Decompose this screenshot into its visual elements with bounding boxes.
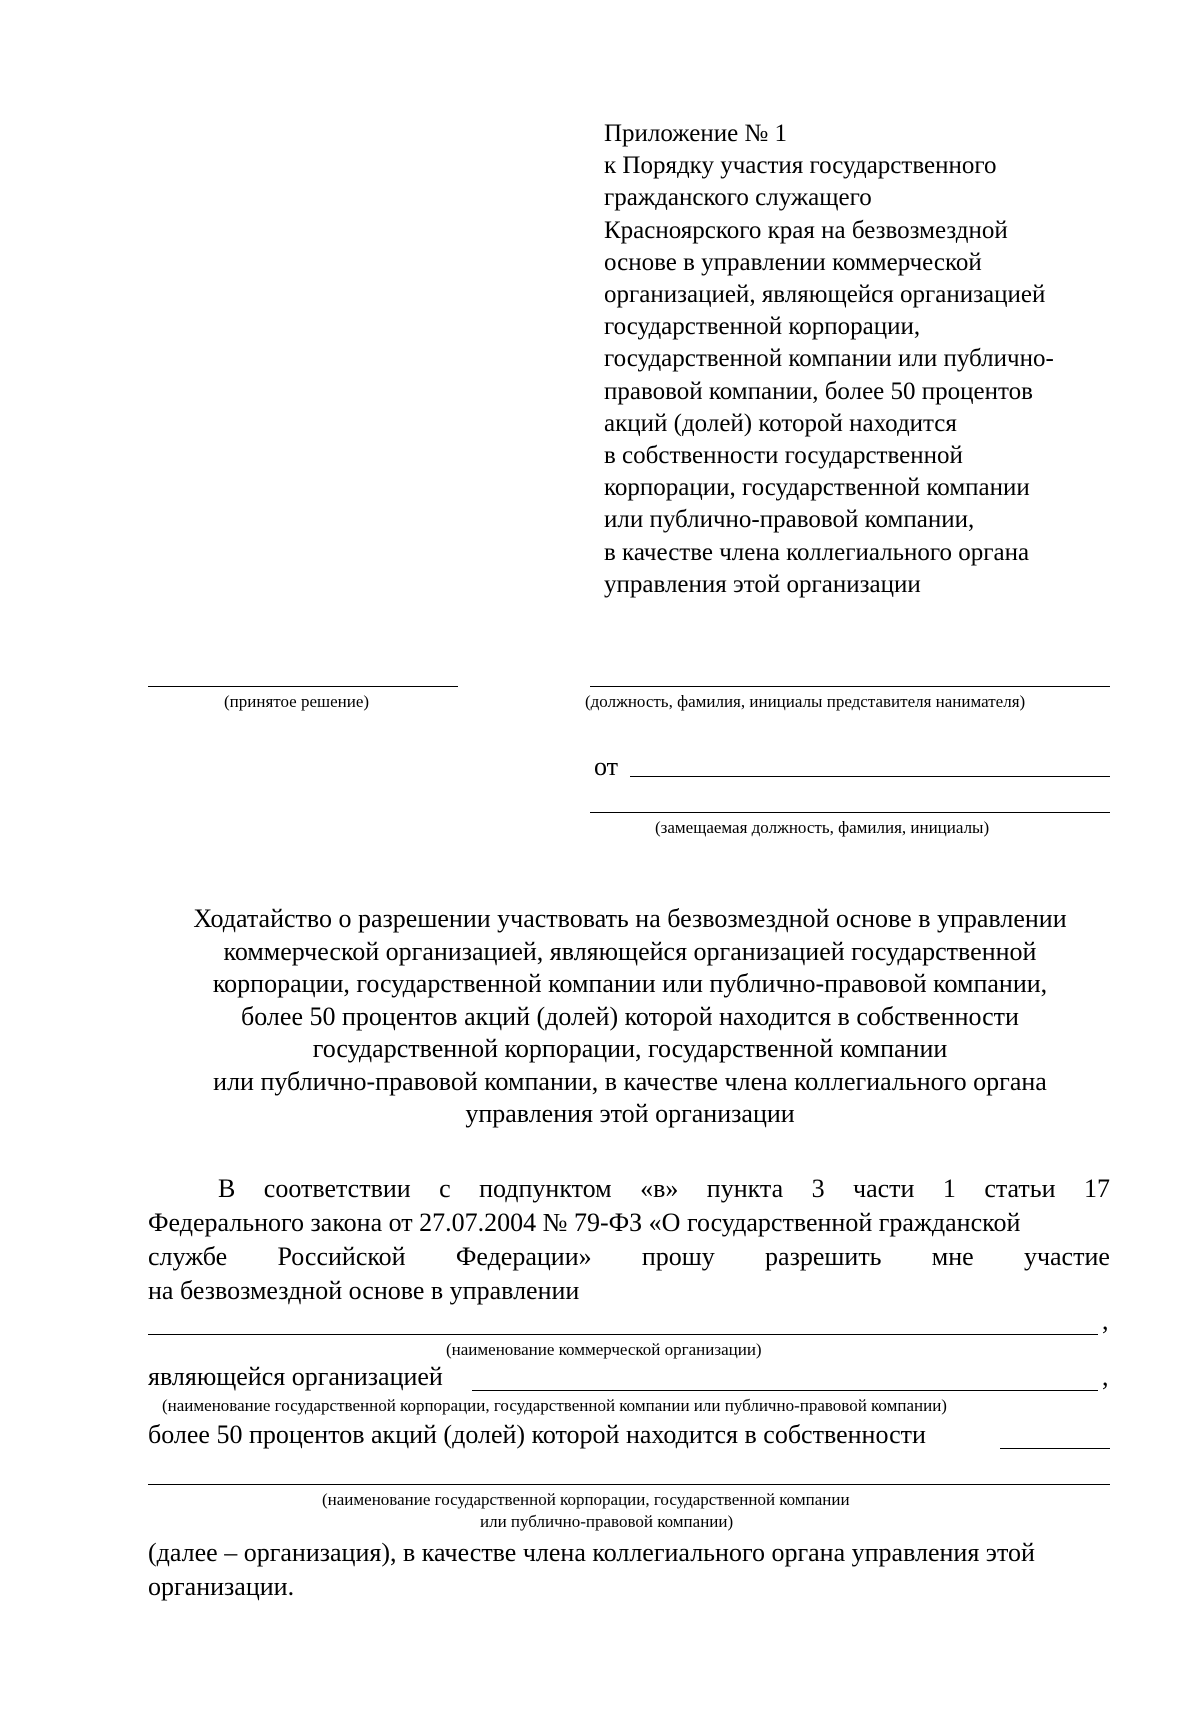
word: «в»: [640, 1174, 679, 1203]
decision-field-line[interactable]: [148, 686, 458, 687]
word: Российской: [277, 1242, 406, 1271]
appendix-line: Красноярского края на безвозмездной: [604, 216, 1008, 244]
from-field-line[interactable]: [630, 776, 1110, 777]
title-line: государственной корпорации, государственной компании: [312, 1034, 948, 1063]
appendix-line: государственной компании или публично-: [604, 345, 1054, 373]
word: пункта: [706, 1174, 784, 1203]
word: статьи: [984, 1174, 1056, 1203]
title-line: более 50 процентов акций (долей) которой находится в собственности: [241, 1001, 1019, 1031]
employer-caption: (должность, фамилия, инициалы представителя нанимателя): [585, 692, 1026, 711]
owner-field-line-short[interactable]: [1000, 1448, 1110, 1449]
appendix-line: или публично-правовой компании,: [604, 506, 975, 534]
word: прошу: [641, 1242, 715, 1271]
title-line: Ходатайство о разрешении участвовать на безвозмездной основе в управлении: [193, 904, 1067, 933]
word: разрешить: [765, 1242, 882, 1271]
word: службе: [148, 1242, 228, 1271]
appendix-line: управления этой организации: [604, 570, 921, 598]
word: соответствии: [263, 1174, 411, 1203]
body-line-1: [218, 1174, 1110, 1204]
appendix-line: в собственности государственной: [604, 442, 963, 470]
appendix-line: гражданского служащего: [604, 184, 872, 212]
appendix-line: в качестве члена коллегиального органа: [604, 538, 1030, 566]
appendix-line: к Порядку участия государственного: [604, 152, 997, 180]
word: подпунктом: [479, 1174, 612, 1203]
appendix-line: организацией, являющейся организацией: [604, 281, 1046, 309]
corporation-caption: (наименование государственной корпорации, государственной компании или публично-правовой компании): [162, 1396, 947, 1415]
appendix-line: государственной корпорации,: [604, 313, 921, 341]
appendix-line: акций (долей) которой находится: [604, 409, 957, 437]
appendix-line: основе в управлении коммерческой: [604, 248, 982, 276]
from-label: от: [594, 752, 619, 781]
word: части: [853, 1174, 915, 1203]
comma: ,: [1102, 1362, 1109, 1391]
word: 17: [1083, 1174, 1110, 1203]
appendix-line: корпорации, государственной компании: [604, 474, 1030, 502]
appendix-line: правовой компании, более 50 процентов: [604, 377, 1033, 405]
word: участие: [1023, 1242, 1110, 1271]
word: 1: [942, 1174, 956, 1203]
being-org-label: являющейся организацией: [148, 1362, 443, 1391]
commercial-org-caption: (наименование коммерческой организации): [446, 1340, 762, 1359]
final-line-2: организации.: [148, 1572, 295, 1601]
title-line: управления этой организации: [465, 1099, 795, 1128]
word: 3: [811, 1174, 825, 1203]
word: мне: [931, 1242, 974, 1271]
word: В: [218, 1174, 236, 1203]
body-line-3: [148, 1242, 1110, 1272]
applicant-caption: (замещаемая должность, фамилия, инициалы): [655, 818, 990, 837]
word: с: [439, 1174, 451, 1203]
word: Федерации»: [455, 1242, 592, 1271]
commercial-org-field-line[interactable]: [148, 1334, 1098, 1335]
more50-label: более 50 процентов акций (долей) которой находится в собственности: [148, 1420, 926, 1449]
body-line-2: Федерального закона от 27.07.2004 № 79-ФЗ «О государственной гражданской: [148, 1208, 1021, 1237]
applicant-field-line[interactable]: [590, 812, 1110, 813]
employer-field-line[interactable]: [590, 686, 1110, 687]
comma: ,: [1102, 1306, 1109, 1335]
petition-title: [150, 903, 1110, 1131]
corporation-field-line[interactable]: [472, 1390, 1098, 1391]
appendix-block: [604, 118, 1144, 601]
appendix-line: Приложение № 1: [604, 120, 788, 147]
owner-field-line[interactable]: [148, 1484, 1110, 1485]
title-line: корпорации, государственной компании или публично-правовой компании,: [212, 969, 1048, 998]
title-line: коммерческой организацией, являющейся организацией государственной: [223, 936, 1037, 966]
decision-caption: (принятое решение): [224, 692, 370, 711]
owner-caption-line-1: (наименование государственной корпорации, государственной компании: [322, 1490, 850, 1509]
final-line-1: (далее – организация), в качестве члена коллегиального органа управления этой: [148, 1538, 1035, 1567]
owner-caption-line-2: или публично-правовой компании): [480, 1512, 734, 1531]
body-line-4: на безвозмездной основе в управлении: [148, 1276, 580, 1305]
title-line: или публично-правовой компании, в качестве члена коллегиального органа: [213, 1066, 1047, 1096]
